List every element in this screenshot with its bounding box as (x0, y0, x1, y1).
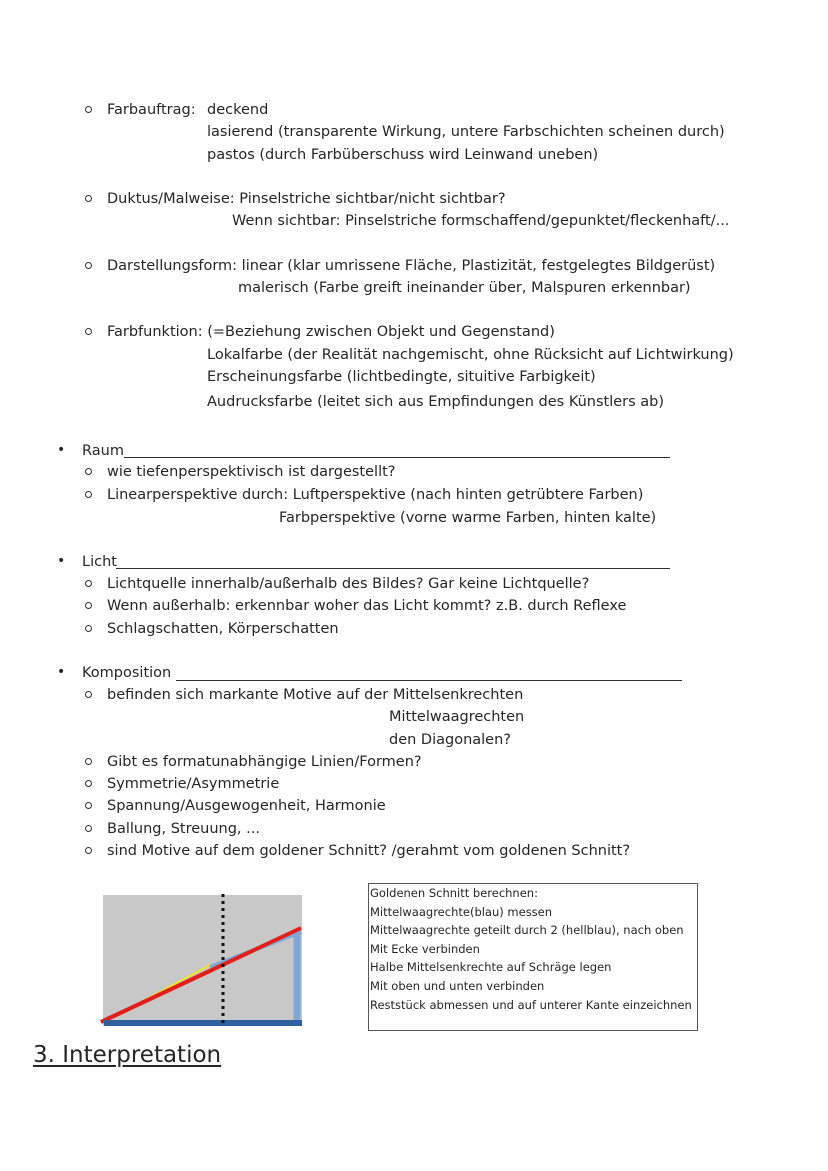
instruction-line: Mit Ecke verbinden (370, 941, 480, 956)
sub-bullet-icon (85, 847, 92, 854)
komposition-item: Ballung, Streuung, ... (107, 821, 260, 837)
farbfunktion-erscheinungsfarbe: Erscheinungsfarbe (lichtbedingte, situitive Farbigkeit) (207, 369, 596, 385)
komposition-rule (176, 680, 682, 681)
duktus-label: Duktus/Malweise: Pinselstriche sichtbar/nicht sichtbar? (107, 191, 506, 207)
farbauftrag-deckend: deckend (207, 102, 269, 118)
sub-bullet-icon (85, 491, 92, 498)
farbfunktion-label: Farbfunktion: (=Beziehung zwischen Objekt und Gegenstand) (107, 324, 555, 340)
instruction-line: Mit oben und unten verbinden (370, 978, 545, 993)
sub-bullet-icon (85, 780, 92, 787)
sub-bullet-icon (85, 758, 92, 765)
sub-bullet-icon (85, 580, 92, 587)
farbfunktion-lokalfarbe: Lokalfarbe (der Realität nachgemischt, ohne Rücksicht auf Lichtwirkung) (207, 347, 734, 363)
instruction-line: Mittelwaagrechte(blau) messen (370, 904, 553, 919)
raum-heading: Raum (82, 443, 124, 459)
komposition-continuation: Mittelwaagrechten (389, 709, 525, 725)
sub-bullet-icon (85, 262, 92, 269)
sub-bullet-icon (85, 625, 92, 632)
sub-bullet-icon (85, 468, 92, 475)
instruction-line: Mittelwaagrechte geteilt durch 2 (hellblau), nach oben (370, 923, 684, 938)
duktus-continuation: Wenn sichtbar: Pinselstriche formschaffend/gepunktet/fleckenhaft/... (232, 213, 730, 229)
sub-bullet-icon (85, 602, 92, 609)
sub-bullet-icon (85, 106, 92, 113)
komposition-continuation: den Diagonalen? (389, 732, 511, 748)
sub-bullet-icon (85, 328, 92, 335)
golden-section-diagram (96, 892, 308, 1032)
bullet-icon: • (57, 553, 66, 569)
raum-continuation: Farbperspektive (vorne warme Farben, hinten kalte) (279, 510, 657, 526)
komposition-item: Spannung/Ausgewogenheit, Harmonie (107, 798, 386, 814)
komposition-item: befinden sich markante Motive auf der Mittelsenkrechten (107, 687, 524, 703)
sub-bullet-icon (85, 825, 92, 832)
section-heading: 3. Interpretation (33, 1042, 222, 1068)
sub-bullet-icon (85, 195, 92, 202)
komposition-heading: Komposition (82, 665, 172, 681)
raum-rule (124, 457, 670, 458)
licht-item: Lichtquelle innerhalb/außerhalb des Bildes? Gar keine Lichtquelle? (107, 576, 590, 592)
farbfunktion-ausdrucksfarbe: Audrucksfarbe (leitet sich aus Empfindungen des Künstlers ab) (207, 394, 665, 410)
farbauftrag-label: Farbauftrag: (107, 102, 196, 118)
darstellungsform-label: Darstellungsform: linear (klar umrissene Fläche, Plastizität, festgelegtes Bildgerüst) (107, 258, 716, 274)
komposition-item: Gibt es formatunabhängige Linien/Formen? (107, 754, 422, 770)
farbauftrag-pastos: pastos (durch Farbüberschuss wird Leinwand uneben) (207, 147, 599, 163)
raum-item: wie tiefenperspektivisch ist dargestellt? (107, 464, 396, 480)
farbauftrag-lasierend: lasierend (transparente Wirkung, untere Farbschichten scheinen durch) (207, 124, 725, 140)
sub-bullet-icon (85, 802, 92, 809)
bullet-icon: • (57, 664, 66, 680)
instruction-line: Reststück abmessen und auf unterer Kante einzeichnen (370, 997, 692, 1012)
golden-section-instructions (368, 883, 698, 1031)
licht-item: Wenn außerhalb: erkennbar woher das Licht kommt? z.B. durch Reflexe (107, 598, 627, 614)
bullet-icon: • (57, 442, 66, 458)
raum-item: Linearperspektive durch: Luftperspektive (nach hinten getrübtere Farben) (107, 487, 644, 503)
sub-bullet-icon (85, 691, 92, 698)
licht-heading: Licht (82, 554, 117, 570)
licht-item: Schlagschatten, Körperschatten (107, 621, 339, 637)
komposition-item: Symmetrie/Asymmetrie (107, 776, 280, 792)
instruction-line: Halbe Mittelsenkrechte auf Schräge legen (370, 960, 612, 975)
komposition-item: sind Motive auf dem goldener Schnitt? /gerahmt vom goldenen Schnitt? (107, 843, 631, 859)
instruction-line: Goldenen Schnitt berechnen: (370, 886, 538, 900)
licht-rule (116, 568, 670, 569)
darstellungsform-continuation: malerisch (Farbe greift ineinander über, Malspuren erkennbar) (238, 280, 691, 296)
